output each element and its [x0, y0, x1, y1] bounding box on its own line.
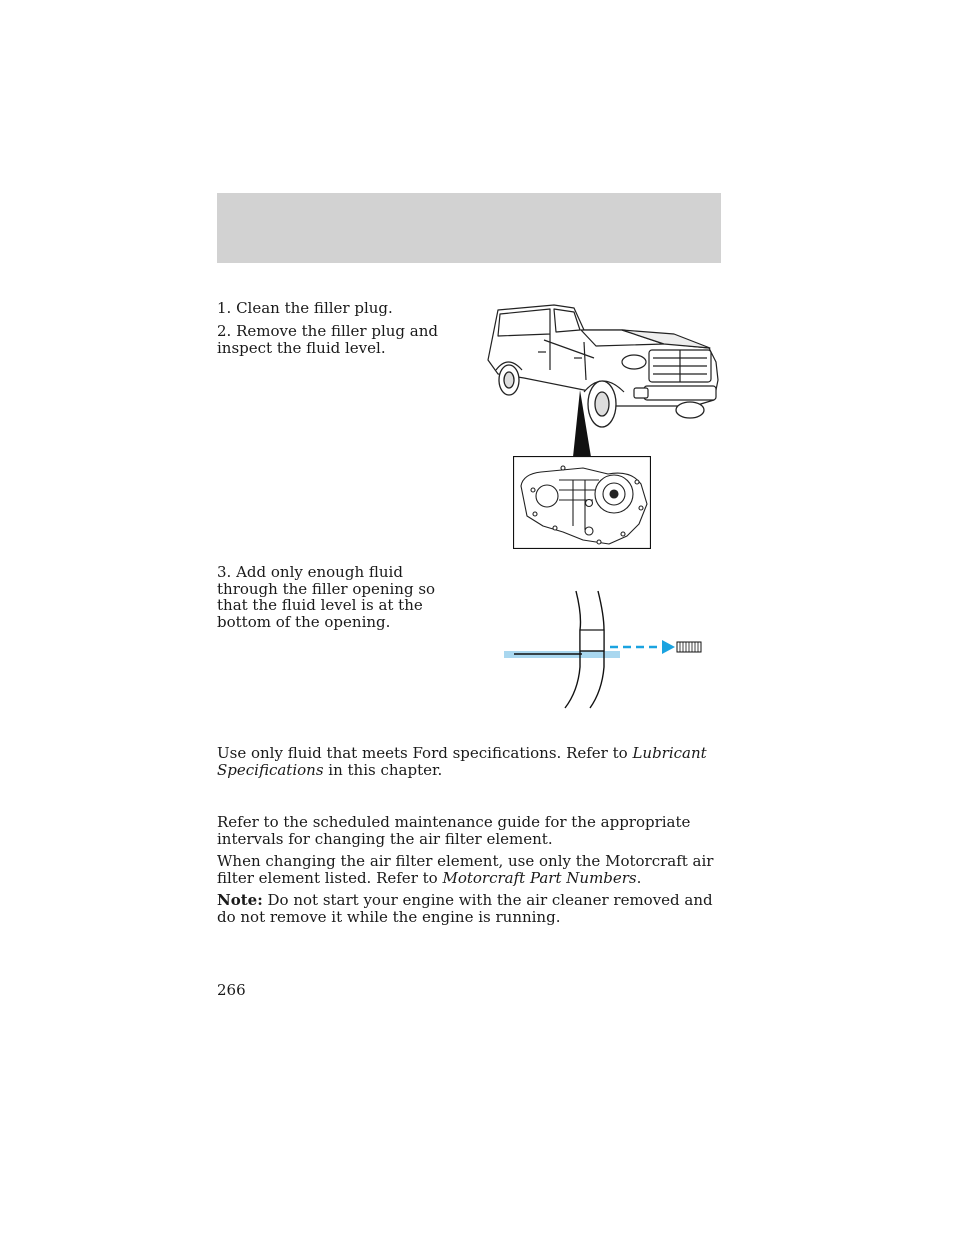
- transfer-case-illustration: [513, 456, 651, 549]
- note-label: Note:: [217, 891, 263, 909]
- pointer-triangle: [560, 388, 600, 458]
- page-number: 266: [217, 981, 246, 999]
- filler-plug-illustration: [500, 585, 710, 710]
- air-cleaner-note: Note: Do not start your engine with the air cleaner removed and do not remove it while the engine is running.: [217, 891, 713, 926]
- fluid-specification-paragraph: Use only fluid that meets Ford specifications. Refer to Lubricant Specifications in this chapter.: [217, 744, 707, 779]
- air-filter-change-paragraph: When changing the air filter element, use only the Motorcraft air filter element listed. Refer to Motorcraft Part Numbers.: [217, 852, 714, 887]
- filler-plug-icon: [677, 642, 701, 652]
- air-filter-schedule-paragraph: Refer to the scheduled maintenance guide for the appropriate intervals for changing the air filter element.: [217, 813, 691, 848]
- step-3-text: 3. Add only enough fluid through the filler opening so that the fluid level is at the bottom of the opening.: [217, 563, 436, 631]
- lubricant-specifications-reference: Lubricant Specifications: [217, 744, 707, 779]
- truck-illustration: [484, 300, 724, 460]
- step-1-text: 1. Clean the filler plug.: [217, 299, 393, 317]
- motorcraft-part-numbers-reference: Motorcraft Part Numbers: [442, 868, 637, 887]
- section-header-band: [217, 193, 721, 263]
- step-2-text: 2. Remove the filler plug and inspect the fluid level.: [217, 322, 439, 357]
